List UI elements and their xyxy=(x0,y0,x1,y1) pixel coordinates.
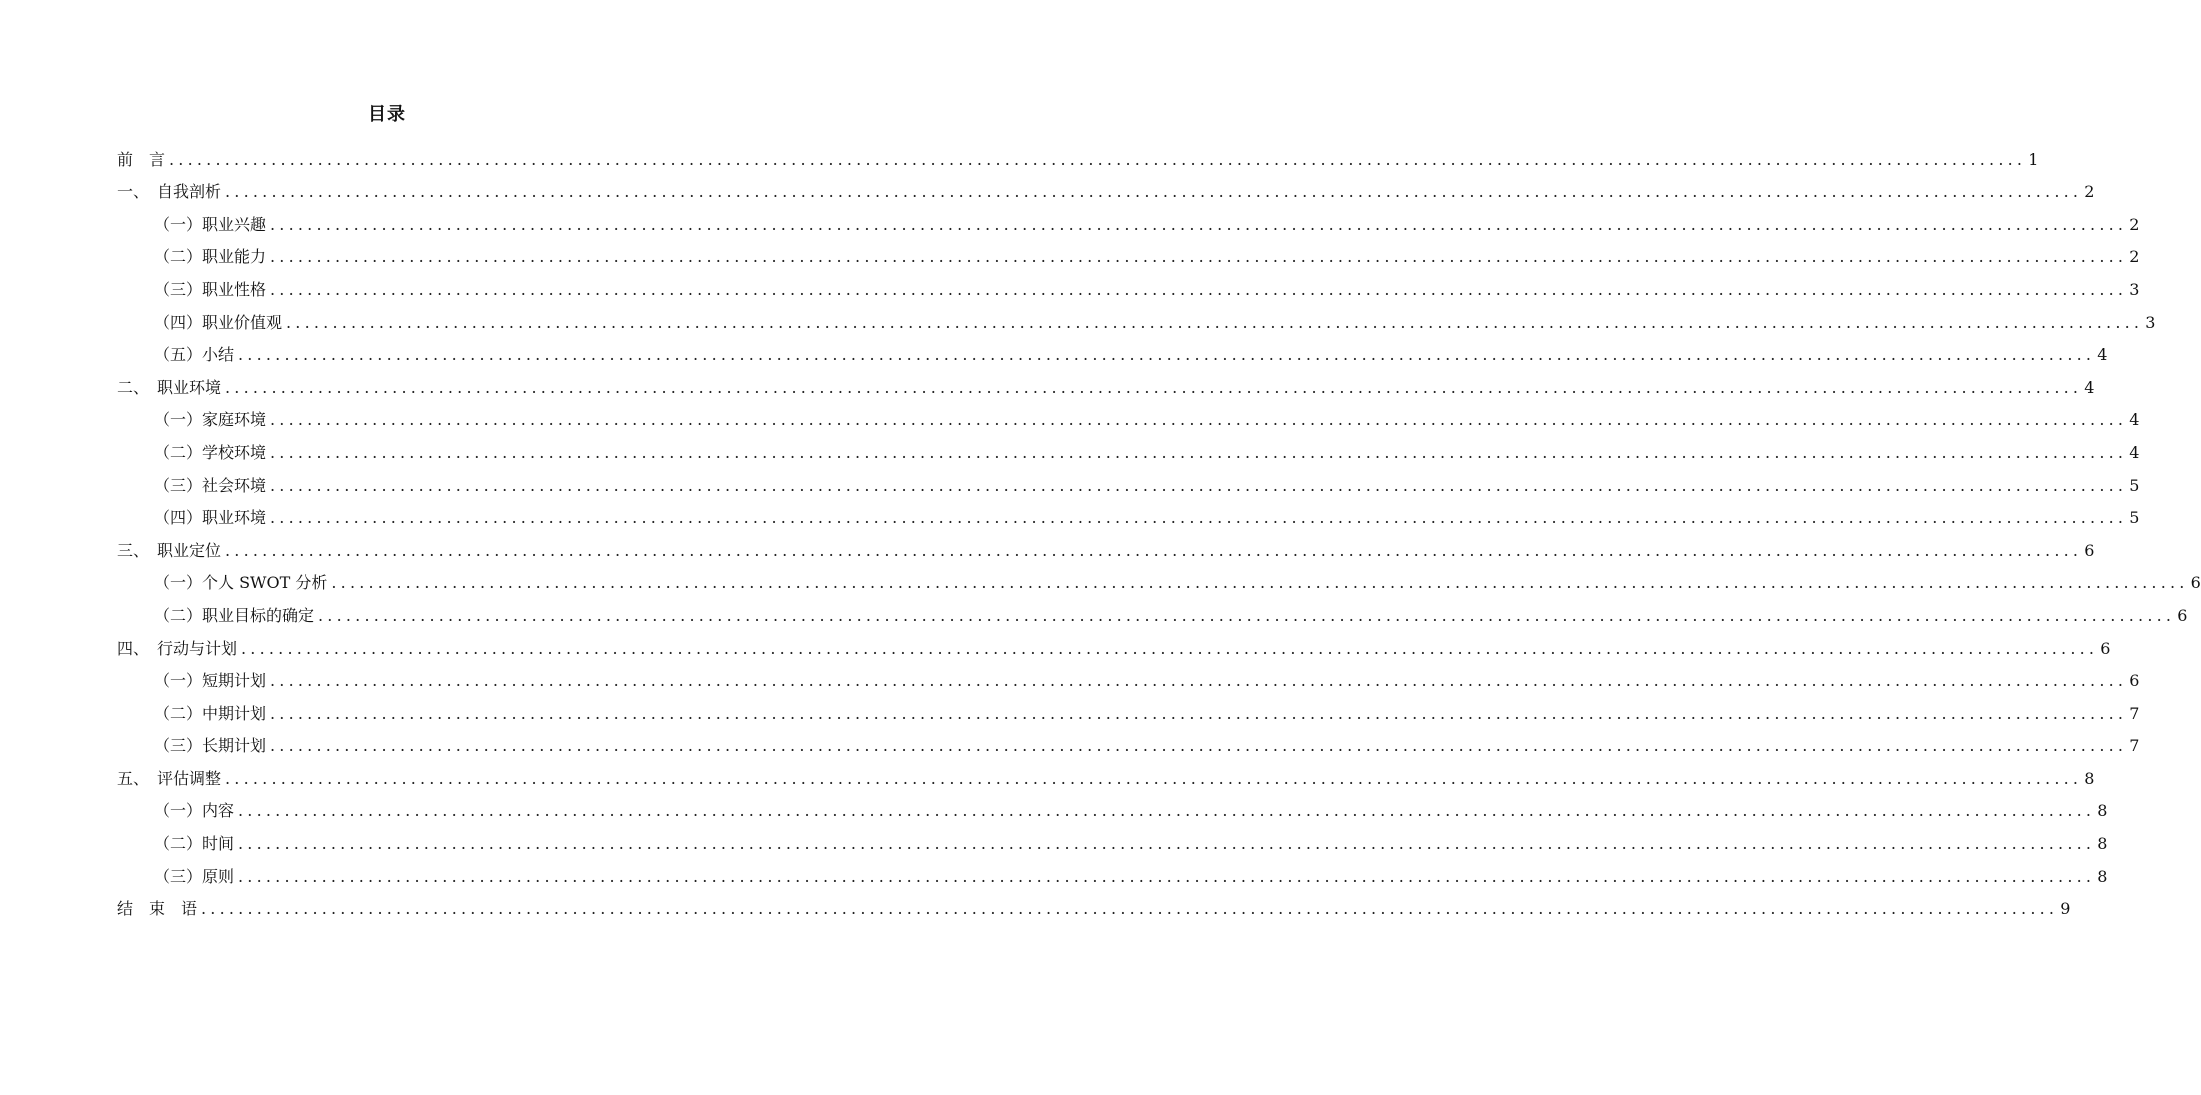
toc-dot-leader: ........................................................................................................................................................................................................ xyxy=(238,866,2096,886)
toc-entry-page-number: 8 xyxy=(2097,834,2108,854)
toc-dot-leader: ........................................................................................................................................................................................................ xyxy=(238,801,2096,821)
toc-list xyxy=(117,141,2201,923)
toc-dot-leader: ........................................................................................................................................................................................................ xyxy=(270,442,2128,462)
toc-dot-leader: ........................................................................................................................................................................................................ xyxy=(225,377,2083,397)
toc-entry-label: （二）中期计划 xyxy=(154,703,267,723)
toc-entry-label: 结 束 语 xyxy=(117,899,198,919)
toc-entry-label: （四）职业环境 xyxy=(154,508,267,528)
toc-entry xyxy=(117,891,2071,924)
toc-entry xyxy=(117,663,2140,696)
toc-entry-label: 二、 职业环境 xyxy=(117,377,222,397)
toc-dot-leader: ........................................................................................................................................................................................................ xyxy=(225,182,2083,202)
toc-entry xyxy=(117,337,2108,370)
toc-entry-label: （一）短期计划 xyxy=(154,671,267,691)
toc-entry xyxy=(117,271,2140,304)
toc-entry xyxy=(117,760,2095,793)
toc-entry xyxy=(117,467,2140,500)
toc-dot-leader: ........................................................................................................................................................................................................ xyxy=(201,899,2059,919)
toc-entry xyxy=(117,402,2140,435)
toc-dot-leader: ........................................................................................................................................................................................................ xyxy=(270,508,2128,528)
toc-entry xyxy=(117,565,2201,598)
toc-entry-page-number: 2 xyxy=(2129,247,2140,267)
toc-entry xyxy=(117,695,2140,728)
toc-dot-leader: ........................................................................................................................................................................................................ xyxy=(169,149,2027,169)
toc-entry-page-number: 2 xyxy=(2129,214,2140,234)
toc-dot-leader: ........................................................................................................................................................................................................ xyxy=(270,410,2128,430)
toc-entry-page-number: 5 xyxy=(2129,475,2140,495)
toc-entry-page-number: 5 xyxy=(2129,508,2140,528)
toc-entry xyxy=(117,630,2111,663)
toc-dot-leader: ........................................................................................................................................................................................................ xyxy=(270,736,2128,756)
toc-dot-leader: ........................................................................................................................................................................................................ xyxy=(318,605,2176,625)
toc-entry-page-number: 8 xyxy=(2097,866,2108,886)
toc-entry-page-number: 9 xyxy=(2060,899,2071,919)
toc-entry-page-number: 4 xyxy=(2084,377,2095,397)
toc-entry-page-number: 4 xyxy=(2129,442,2140,462)
toc-entry xyxy=(117,239,2140,272)
toc-entry-label: （一）内容 xyxy=(154,801,235,821)
toc-entry-label: （一）家庭环境 xyxy=(154,410,267,430)
toc-dot-leader: ........................................................................................................................................................................................................ xyxy=(270,475,2128,495)
toc-entry-page-number: 7 xyxy=(2129,736,2140,756)
toc-dot-leader: ........................................................................................................................................................................................................ xyxy=(225,540,2083,560)
toc-entry xyxy=(117,793,2108,826)
toc-entry-page-number: 6 xyxy=(2100,638,2111,658)
toc-dot-leader: ........................................................................................................................................................................................................ xyxy=(270,214,2128,234)
toc-entry-label: （四）职业价值观 xyxy=(154,312,283,332)
toc-entry-page-number: 7 xyxy=(2129,703,2140,723)
toc-entry-label: （三）职业性格 xyxy=(154,279,267,299)
toc-entry-page-number: 3 xyxy=(2145,312,2156,332)
toc-entry-page-number: 6 xyxy=(2190,573,2201,593)
toc-dot-leader: ........................................................................................................................................................................................................ xyxy=(270,703,2128,723)
toc-entry-page-number: 6 xyxy=(2129,671,2140,691)
toc-entry-page-number: 4 xyxy=(2097,345,2108,365)
toc-dot-leader: ........................................................................................................................................................................................................ xyxy=(270,247,2128,267)
toc-entry-page-number: 6 xyxy=(2084,540,2095,560)
toc-dot-leader: ........................................................................................................................................................................................................ xyxy=(241,638,2099,658)
toc-title: 目录 xyxy=(368,104,406,125)
toc-entry-label: 五、 评估调整 xyxy=(117,768,222,788)
toc-entry xyxy=(117,304,2156,337)
toc-entry-label: （二）职业能力 xyxy=(154,247,267,267)
toc-dot-leader: ........................................................................................................................................................................................................ xyxy=(331,573,2189,593)
toc-dot-leader: ........................................................................................................................................................................................................ xyxy=(286,312,2144,332)
toc-entry-label: （二）时间 xyxy=(154,834,235,854)
toc-dot-leader: ........................................................................................................................................................................................................ xyxy=(238,834,2096,854)
toc-entry xyxy=(117,206,2140,239)
toc-entry-page-number: 2 xyxy=(2084,182,2095,202)
toc-entry-label: （三）长期计划 xyxy=(154,736,267,756)
toc-dot-leader: ........................................................................................................................................................................................................ xyxy=(238,345,2096,365)
toc-entry-label: （一）职业兴趣 xyxy=(154,214,267,234)
toc-entry-label: 四、 行动与计划 xyxy=(117,638,238,658)
toc-entry xyxy=(117,434,2140,467)
toc-entry xyxy=(117,174,2095,207)
toc-entry-label: 三、 职业定位 xyxy=(117,540,222,560)
toc-entry-page-number: 8 xyxy=(2084,768,2095,788)
toc-dot-leader: ........................................................................................................................................................................................................ xyxy=(270,671,2128,691)
toc-dot-leader: ........................................................................................................................................................................................................ xyxy=(225,768,2083,788)
toc-entry xyxy=(117,728,2140,761)
toc-entry-page-number: 1 xyxy=(2028,149,2039,169)
toc-entry-label: （三）社会环境 xyxy=(154,475,267,495)
toc-entry-page-number: 4 xyxy=(2129,410,2140,430)
toc-entry xyxy=(117,369,2095,402)
toc-entry xyxy=(117,500,2140,533)
toc-entry-label: 一、 自我剖析 xyxy=(117,182,222,202)
toc-entry xyxy=(117,825,2108,858)
toc-entry-label: （三）原则 xyxy=(154,866,235,886)
toc-entry-label: （二）职业目标的确定 xyxy=(154,605,315,625)
toc-entry xyxy=(117,858,2108,891)
toc-entry-page-number: 3 xyxy=(2129,279,2140,299)
toc-entry-page-number: 6 xyxy=(2177,605,2188,625)
toc-entry-label: （二）学校环境 xyxy=(154,442,267,462)
toc-entry xyxy=(117,597,2188,630)
toc-dot-leader: ........................................................................................................................................................................................................ xyxy=(270,279,2128,299)
toc-entry-label: 前 言 xyxy=(117,149,166,169)
toc-entry-label: （五）小结 xyxy=(154,345,235,365)
toc-entry xyxy=(117,141,2039,174)
toc-entry xyxy=(117,532,2095,565)
toc-entry-label: （一）个人 SWOT 分析 xyxy=(154,573,328,593)
toc-entry-page-number: 8 xyxy=(2097,801,2108,821)
